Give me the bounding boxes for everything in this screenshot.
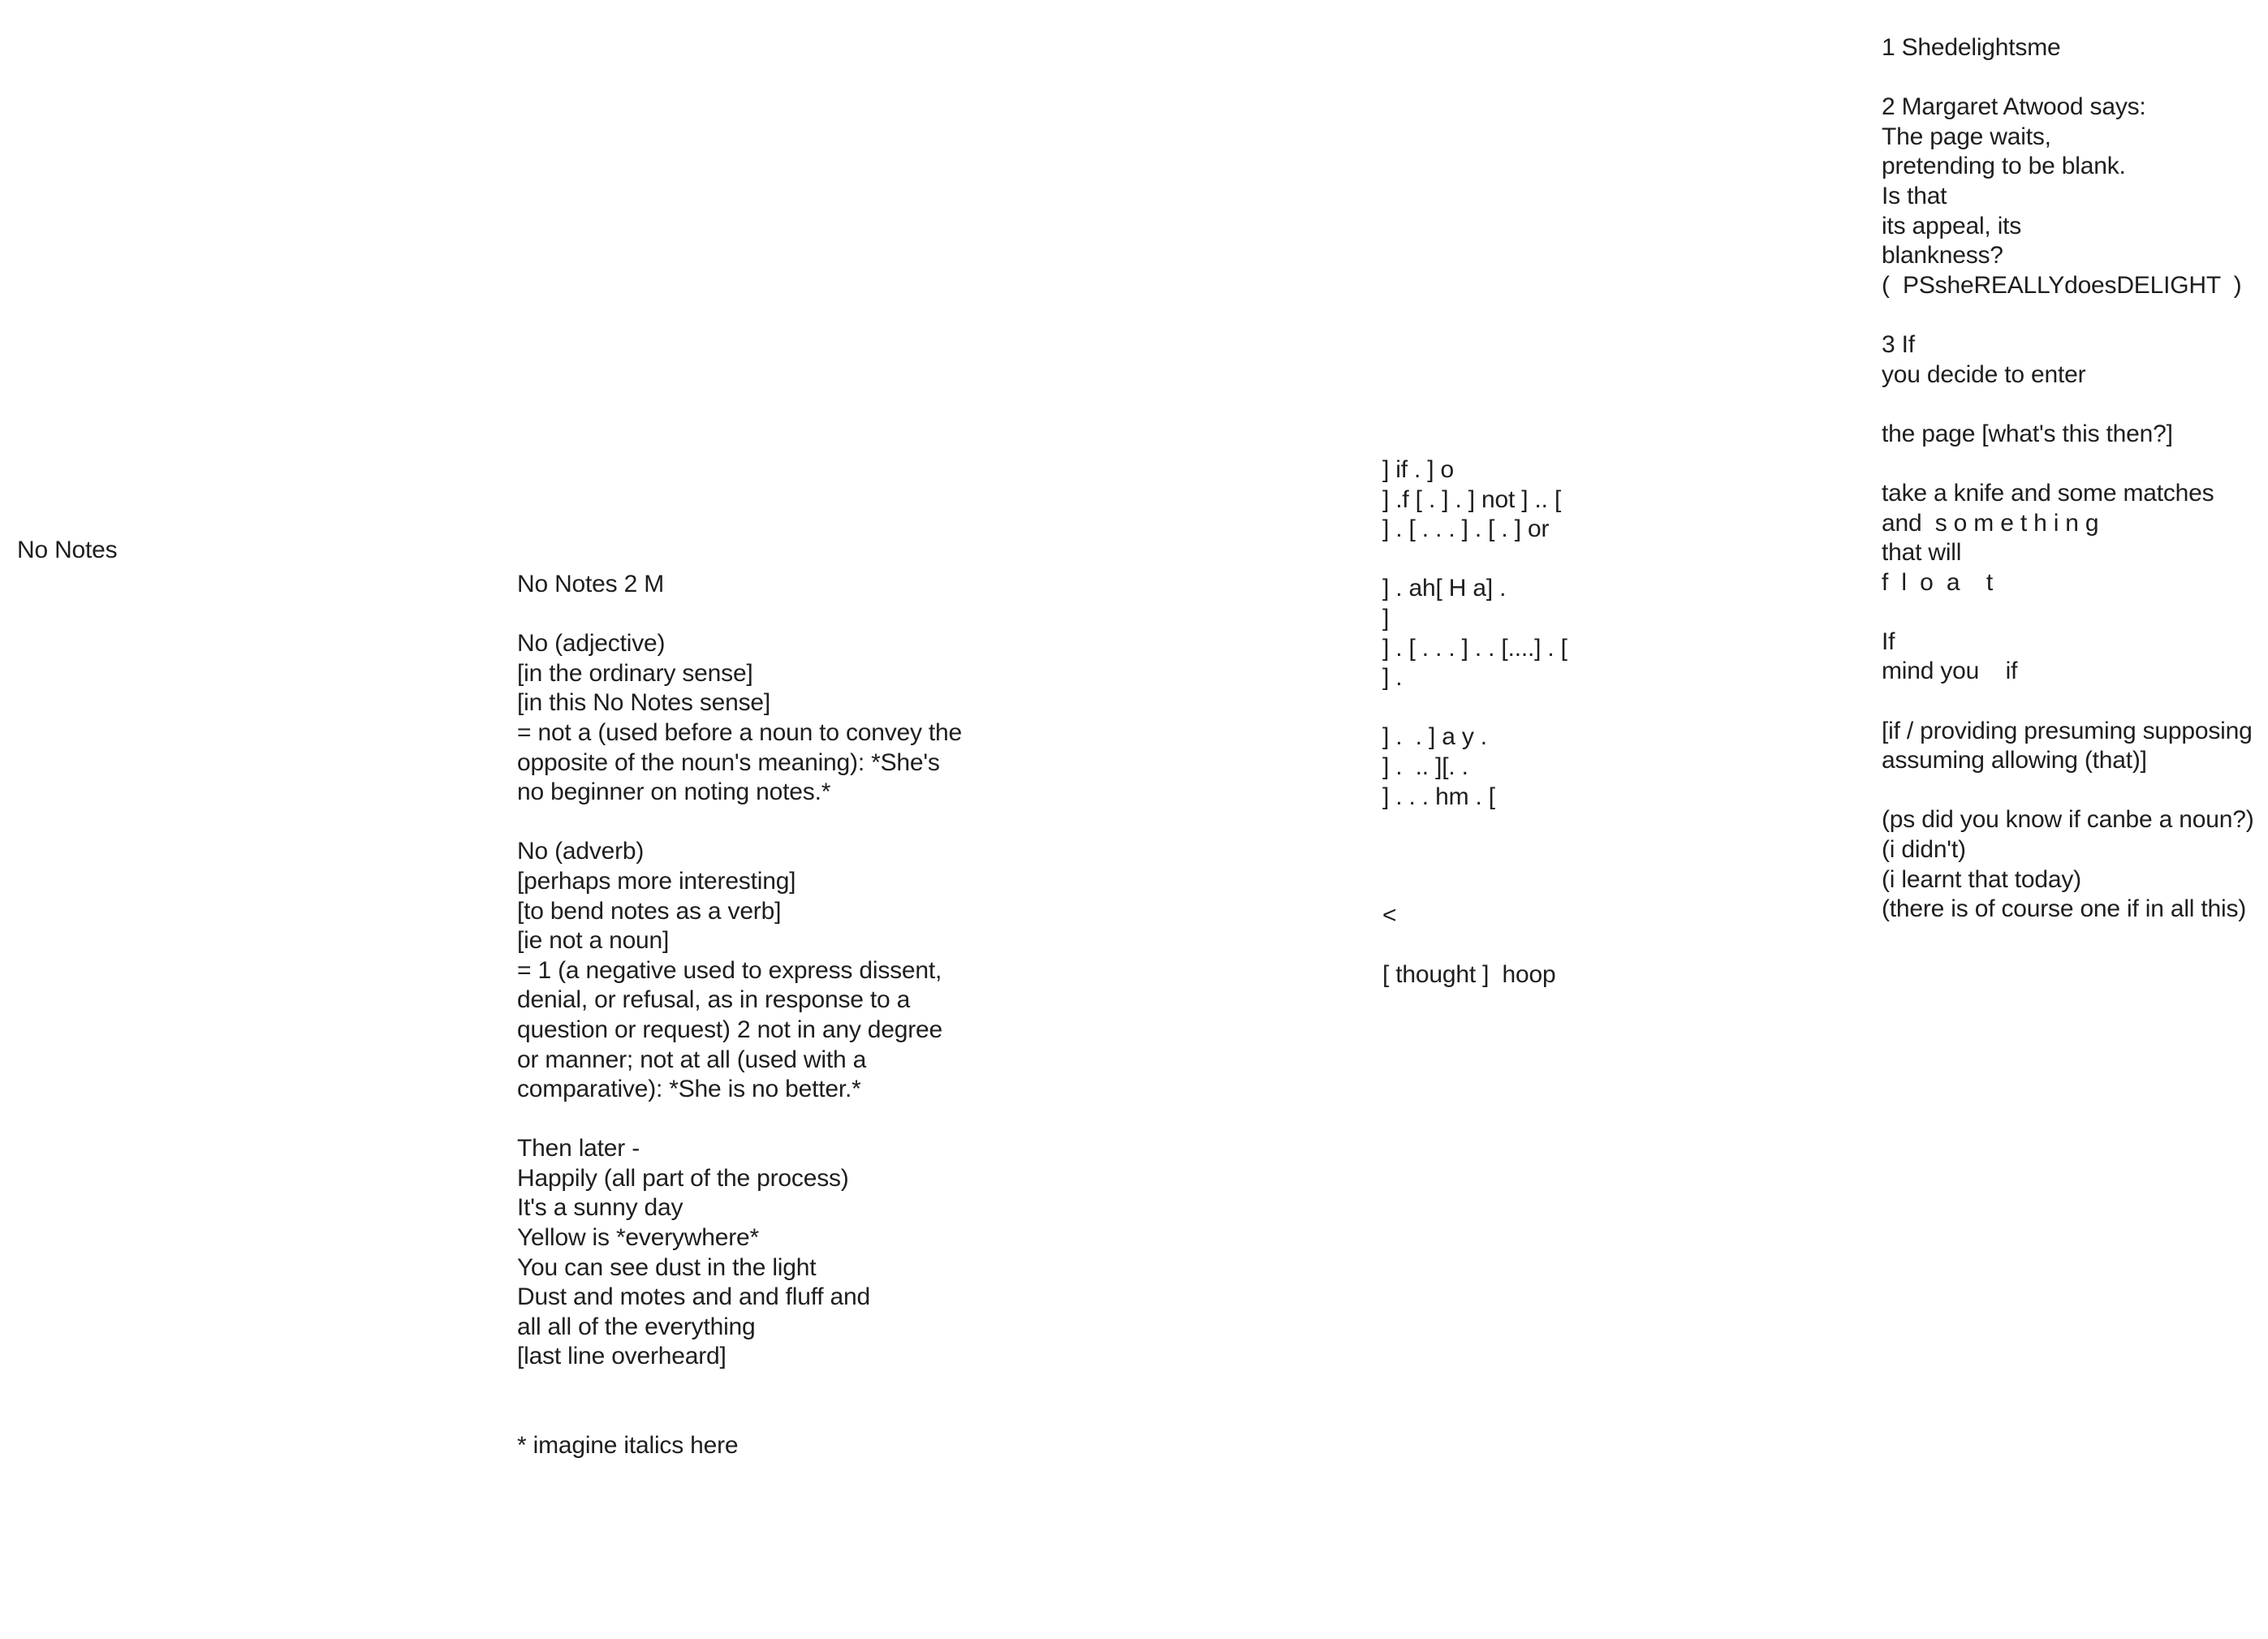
text-line: Yellow is *everywhere* [517, 1224, 759, 1252]
text-line: mind you if [1882, 658, 2018, 685]
text-line: [in the ordinary sense] [517, 659, 753, 687]
text-line: denial, or refusal, as in response to a [517, 986, 911, 1014]
text-line [517, 600, 962, 630]
text-line: [to bend notes as a verb] [517, 897, 782, 925]
text-line: 1 Shedelightsme [1882, 34, 2061, 61]
text-line: = not a (used before a noun to convey the [517, 718, 963, 746]
text-line: its appeal, its [1882, 212, 2022, 239]
text-line: [perhaps more interesting] [517, 867, 796, 895]
heading-no-notes [17, 536, 117, 566]
text-line: [last line overheard] [517, 1343, 727, 1370]
text-line: If [1882, 628, 1895, 655]
text-line: and s o m e t h i n g [1882, 509, 2099, 537]
text-line [1882, 597, 2254, 628]
column-bracket-score [1382, 455, 1567, 990]
text-line: 3 If [1882, 330, 1915, 358]
text-line: assuming allowing (that)] [1882, 747, 2147, 774]
text-line: ] . ah[ H a] . [1382, 575, 1507, 602]
text-line: opposite of the noun's meaning): *She's [517, 748, 940, 776]
text-line: ] if . ] o [1382, 456, 1455, 483]
text-line: No Notes 2 M [517, 571, 664, 597]
text-line [1882, 449, 2254, 479]
text-line: ] . [1382, 664, 1403, 692]
text-line: the page [what's this then?] [1882, 420, 2173, 447]
text-line: or manner; not at all (used with a [517, 1046, 867, 1073]
text-line: pretending to be blank. [1882, 153, 2126, 180]
text-line: [ thought ] hoop [1382, 961, 1556, 989]
text-line [517, 1402, 962, 1432]
text-line: (i learnt that today) [1882, 865, 2081, 893]
text-line: (ps did you know if canbe a noun?) [1882, 806, 2254, 834]
text-line: f l o a t [1882, 568, 1994, 596]
text-line: blankness? [1882, 242, 2003, 270]
text-line: 2 Margaret Atwood says: [1882, 93, 2146, 121]
text-line: comparative): *She is no better.* [517, 1076, 861, 1103]
text-line [1382, 545, 1567, 575]
text-line [1382, 931, 1567, 961]
text-line: no beginner on noting notes.* [517, 779, 831, 806]
text-line: Then later - [517, 1135, 640, 1162]
text-line: [if / providing presuming supposing [1882, 717, 2253, 744]
text-line: [ie not a noun] [517, 927, 670, 955]
text-line [517, 808, 962, 838]
text-line: take a knife and some matches [1882, 479, 2214, 507]
text-line: ] . [ . . . ] . . [....] . [ [1382, 634, 1567, 662]
text-line: question or request) 2 not in any degree [517, 1016, 943, 1043]
text-line: ] . . . hm . [ [1382, 783, 1495, 810]
text-line: Happily (all part of the process) [517, 1164, 849, 1192]
text-line: ] [1382, 604, 1390, 632]
text-line: No (adjective) [517, 630, 666, 658]
text-line: that will [1882, 539, 1962, 567]
text-line [1382, 812, 1567, 842]
text-line: [in this No Notes sense] [517, 689, 771, 717]
text-line: ] .f [ . ] . ] not ] .. [ [1382, 485, 1562, 513]
text-line [517, 1105, 962, 1135]
text-line [1882, 687, 2254, 717]
column-no-notes-2m [517, 570, 962, 1461]
text-line [517, 1372, 962, 1402]
text-line: all all of the everything [517, 1313, 756, 1340]
text-line: ] . [ . . . ] . [ . ] or [1382, 515, 1550, 543]
text-line: you decide to enter [1882, 360, 2086, 388]
text-line: You can see dust in the light [517, 1253, 817, 1281]
text-line: < [1382, 901, 1397, 929]
text-line [1882, 63, 2254, 93]
text-line [1882, 300, 2254, 330]
text-line: (i didn't) [1882, 836, 1966, 864]
text-line: ( PSsheREALLYdoesDELIGHT ) [1882, 271, 2242, 299]
text-line: (there is of course one if in all this) [1882, 895, 2247, 923]
text-line: Is that [1882, 182, 1947, 209]
text-line: * imagine italics here [517, 1432, 739, 1460]
text-line: = 1 (a negative used to express dissent, [517, 956, 942, 984]
text-line: No Notes [17, 537, 118, 563]
text-line [1882, 776, 2254, 806]
text-line [1882, 390, 2254, 420]
text-line [1382, 693, 1567, 723]
text-line [1382, 871, 1567, 901]
text-line: ] . . ] a y . [1382, 723, 1487, 751]
text-line: It's a sunny day [517, 1194, 683, 1222]
text-line: No (adverb) [517, 838, 645, 865]
text-line: The page waits, [1882, 123, 2051, 150]
text-line [1382, 842, 1567, 872]
text-line: ] . .. ][. . [1382, 753, 1468, 780]
column-numbered-poem [1882, 33, 2254, 925]
text-line: Dust and motes and and fluff and [517, 1283, 871, 1311]
